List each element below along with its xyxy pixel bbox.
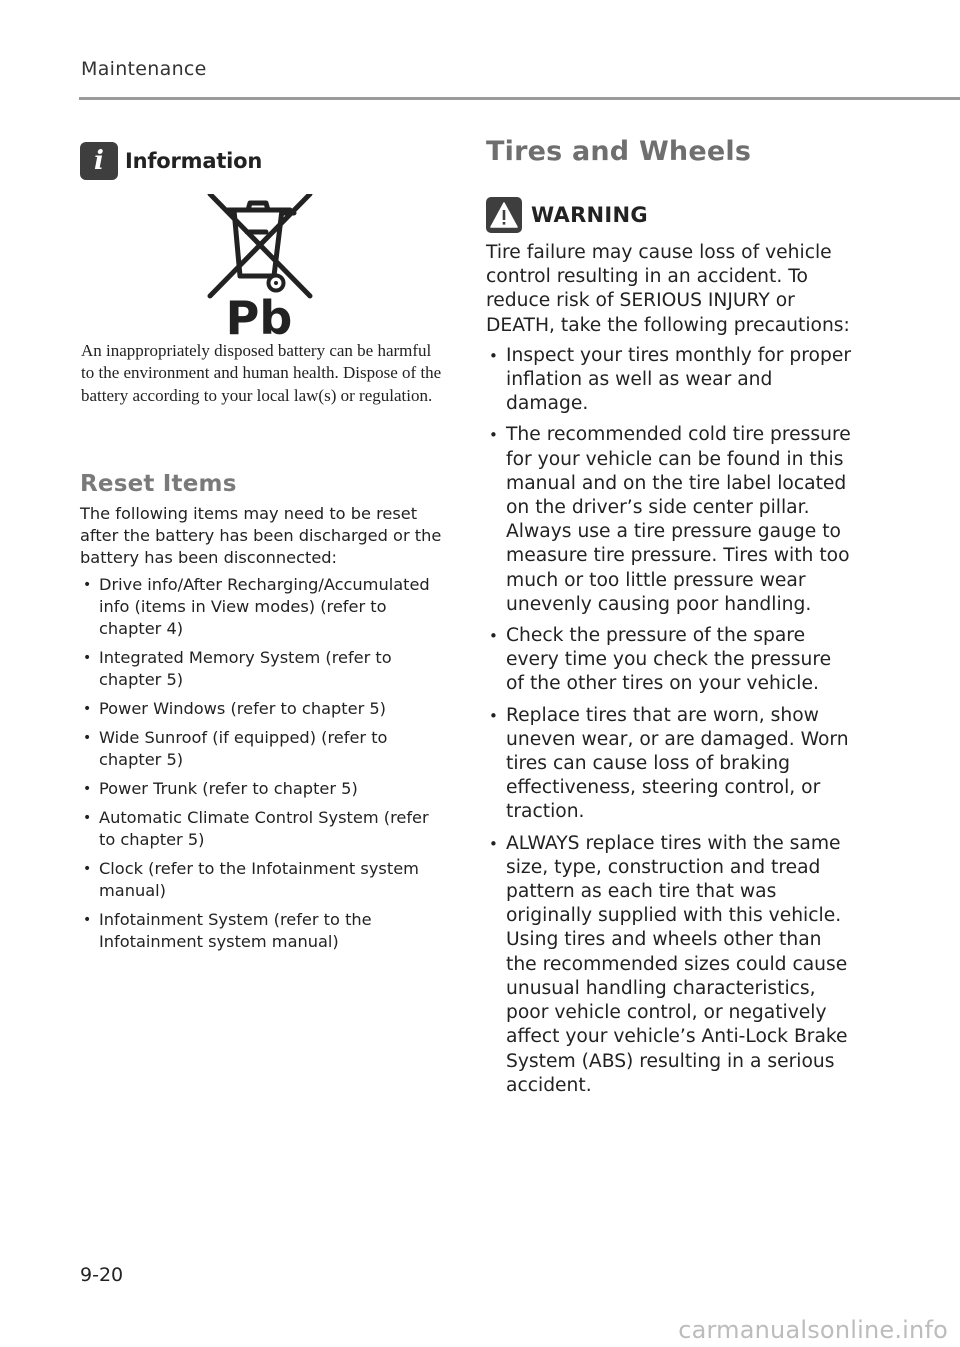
- warning-triangle-icon: [486, 197, 522, 233]
- list-item: • Clock (refer to the Infotainment system manual): [80, 858, 442, 902]
- lead-symbol-text: Pb: [225, 291, 293, 336]
- warning-intro: Tire failure may cause loss of vehicle control resulting in an accident. To reduce risk of SERIOUS INJURY or DEATH, take the following precautions:: [486, 242, 850, 336]
- information-text: An inappropriately disposed battery can be harmful to the environment and human health. Dispose of the battery according to your local law(s) or regulation.: [81, 341, 442, 405]
- page-number: 9-20: [80, 1264, 124, 1286]
- list-item: • Integrated Memory System (refer to chapter 5): [80, 647, 442, 691]
- info-icon: i: [80, 142, 118, 180]
- list-item: • The recommended cold tire pressure for your vehicle can be found in this manual and on the tire label located on the driver’s side center pillar. Always use a tire pressure gauge to measure tire pressure. Tires with too much or too little pressure wear unevenly causing poor handling.: [486, 423, 852, 617]
- list-item: • ALWAYS replace tires with the same size, type, construction and tread pattern as each tire that was originally supplied with this vehicle. Using tires and wheels other than the recommended sizes could cause unusual handling characteristics, poor vehicle control, or negatively affect your vehicle’s Anti-Lock Brake System (ABS) resulting in a serious accident.: [486, 832, 852, 1098]
- tire-precautions-list: [486, 344, 852, 1098]
- list-item: • Automatic Climate Control System (refer to chapter 5): [80, 807, 442, 851]
- reset-items-heading: Reset Items: [80, 470, 237, 497]
- header-divider: [79, 97, 960, 100]
- list-item: • Drive info/After Recharging/Accumulated info (items in View modes) (refer to chapter 4): [80, 574, 442, 640]
- list-item: • Power Windows (refer to chapter 5): [80, 698, 442, 720]
- list-item: • Replace tires that are worn, show uneven wear, or are damaged. Worn tires can cause loss of braking effectiveness, steering control, or traction.: [486, 704, 852, 825]
- list-item: • Check the pressure of the spare every time you check the pressure of the other tires on your vehicle.: [486, 624, 852, 697]
- warning-title: WARNING: [531, 203, 648, 227]
- header-title: Maintenance: [81, 58, 207, 80]
- reset-items-intro: The following items may need to be reset after the battery has been discharged or the battery has been disconnected:: [80, 503, 442, 567]
- right-column: [486, 136, 852, 1105]
- crossed-out-bin-icon: [204, 194, 316, 336]
- reset-items-list: [80, 574, 442, 953]
- list-item: • Infotainment System (refer to the Infotainment system manual): [80, 909, 442, 953]
- list-item: • Power Trunk (refer to chapter 5): [80, 778, 442, 800]
- tires-wheels-heading: Tires and Wheels: [486, 136, 752, 167]
- information-header: [80, 140, 442, 182]
- list-item: • Inspect your tires monthly for proper inflation as well as wear and damage.: [486, 344, 852, 417]
- list-item: • Wide Sunroof (if equipped) (refer to chapter 5): [80, 727, 442, 771]
- warning-header: [486, 196, 852, 234]
- left-column: [80, 140, 442, 960]
- information-title: Information: [125, 149, 263, 173]
- watermark: carmanualsonline.info: [678, 1316, 948, 1344]
